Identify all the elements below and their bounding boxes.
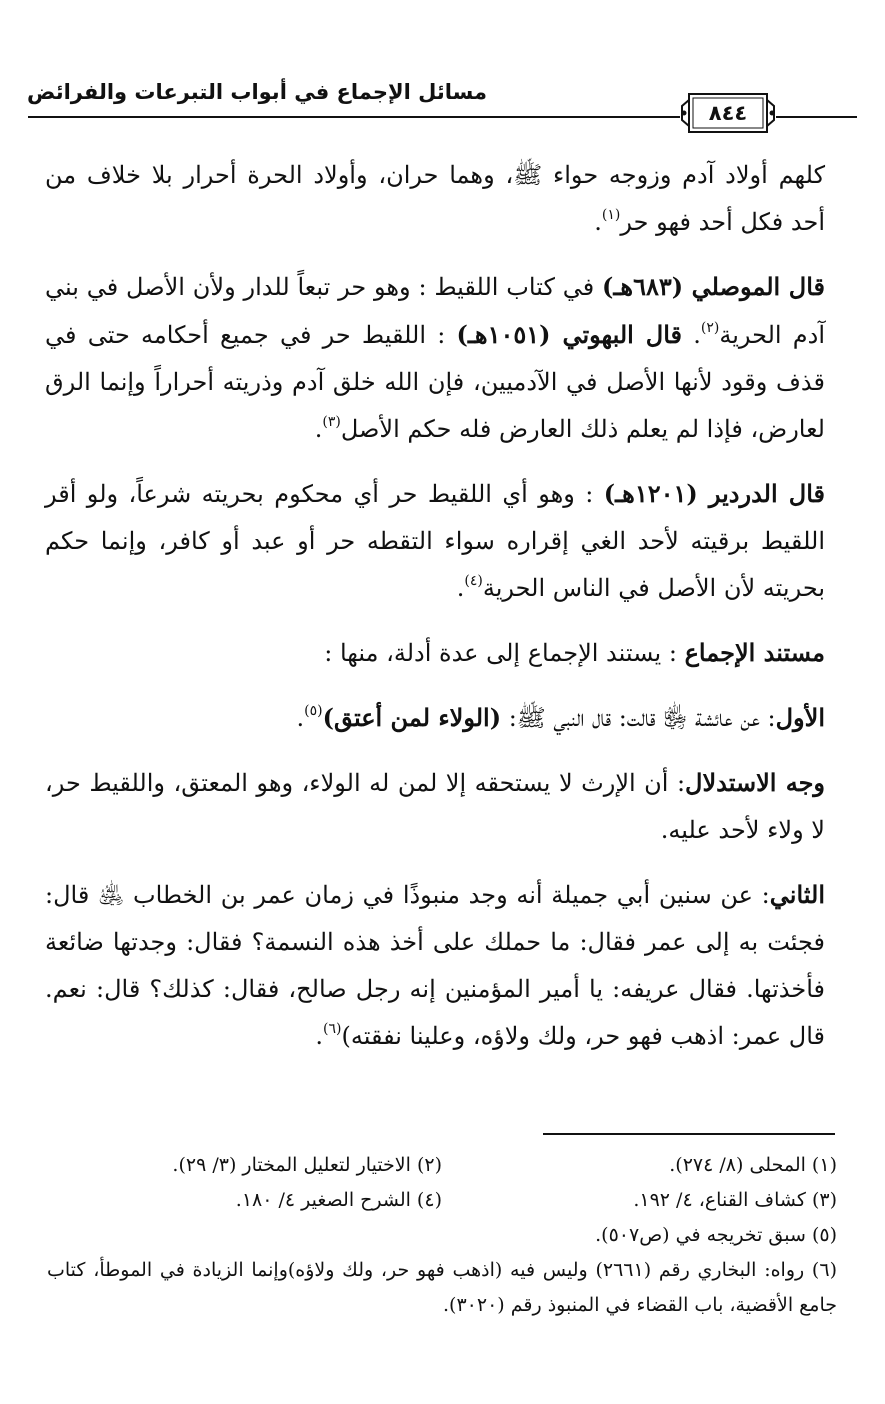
footnote-4: (٤) الشرح الصغير ٤/ ١٨٠. <box>235 1189 442 1211</box>
evidence-heading: مستند الإجماع <box>684 638 825 667</box>
inference-label: وجه الاستدلال <box>685 768 825 797</box>
footnote-ref-6[interactable]: (٦) <box>323 1021 342 1037</box>
first-evidence-label: الأول <box>775 703 825 732</box>
footnote-ref-2[interactable]: (٢) <box>700 320 720 336</box>
page-number: ٨٤٤ <box>708 101 748 125</box>
paragraph-2-text-b: : اللقيط حر في جميع أحكامه حتى في قذف وقود لأنها الأصل في الآدميين، فإن الله خلق آدم وذريته أحراراً وإنما الرق لعارض، فإذا لم يعلم ذلك العارض فله حكم الأصل <box>45 321 825 443</box>
paragraph-7 <box>45 871 825 1060</box>
footnote-5: (٥) سبق تخريجه في (ص٥٠٧). <box>595 1224 837 1246</box>
hadith-quote: (الولاء لمن أعتق) <box>322 703 502 732</box>
footnote-1: (١) المحلى (٨/ ٢٧٤). <box>669 1154 837 1176</box>
speaker-mawsili: قال الموصلي (٦٨٣هـ) <box>602 272 826 301</box>
paragraph-3 <box>45 470 825 612</box>
paragraph-7-end: . <box>315 1022 324 1050</box>
footnote-row <box>47 1148 837 1183</box>
paragraph-2-end: . <box>314 415 323 443</box>
footnote-ref-4[interactable]: (٤) <box>464 573 483 589</box>
running-header-title: مسائل الإجماع في أبواب التبرعات والفرائض <box>27 80 487 104</box>
footnote-ref-1[interactable]: (١) <box>601 207 621 223</box>
speaker-dardir: قال الدردير (١٢٠١هـ) <box>603 479 825 508</box>
footnote-3: (٣) كشاف القناع، ٤/ ١٩٢. <box>633 1189 837 1211</box>
paragraph-2-text-a: في كتاب اللقيط : وهو حر تبعاً للدار ولأن الأصل في بني آدم الحرية <box>45 273 826 349</box>
speaker-buhuti: قال البهوتي (١٠٥١هـ) <box>456 320 682 349</box>
page-number-frame <box>680 90 776 136</box>
footnote-6: (٦) رواه: البخاري رقم (٢٦٦١) وليس فيه (اذهب فهو حر، ولك ولاؤه)وإنما الزيادة في الموطأ، كتاب جامع الأقضية، باب القضاء في المنبوذ رقم (٣٠٢٠). <box>47 1259 837 1316</box>
footnote-row <box>47 1183 837 1218</box>
footnote-ref-5[interactable]: (٥) <box>304 703 323 719</box>
footnote-rule <box>543 1133 835 1135</box>
paragraph-2: قال الموصلي (٦٨٣هـ) في كتاب اللقيط : وهو حر تبعاً للدار ولأن الأصل في بني آدم الحرية$^{(٢)}$. قال البهوتي (١٠٥١هـ) : اللقيط حر في جميع أحكامه حتى في قذف وقود لأنها الأصل في الآدميين، فإن الله خلق آدم وذريته أحراراً وإنما الرق لعارض، فإذا لم يعلم ذلك العارض فله حكم الأصل$^{(٣)}$. <box>45 272 826 443</box>
paragraph-4-text: : يستند الإجماع إلى عدة أدلة، منها : <box>324 639 677 667</box>
paragraph-5-end: . <box>296 704 305 732</box>
paragraph-5-text: : عن عائشة ﵂ قالت: قال النبي ﷺ: <box>501 704 776 732</box>
paragraph-1-text: كلهم أولاد آدم وزوجه حواء ﷺ، وهما حران، وأولاد الحرة أحرار بلا خلاف من أحد فكل أحد فهو حر <box>45 161 825 236</box>
paragraph-4 <box>45 629 825 677</box>
footnotes <box>47 1148 837 1323</box>
footnote-ref-3[interactable]: (٣) <box>322 414 341 430</box>
paragraph-1 <box>45 152 825 246</box>
paragraph-6-text: : أن الإرث لا يستحقه إلا لمن له الولاء، وهو المعتق، واللقيط حر، لا ولاء لأحد عليه. <box>45 769 825 844</box>
second-evidence-label: الثاني <box>769 880 825 909</box>
paragraph-7-text: : عن سنين أبي جميلة أنه وجد منبوذًا في زمان عمر بن الخطاب ﵁ قال: فجئت به إلى عمر فقال: ما حملك على أخذ هذه النسمة؟ فقال: وجدتها ضائعة فأخذتها. فقال عريفه: يا أمير المؤمنين إنه رجل صالح، فقال: كذلك؟ قال: نعم. قال عمر: اذهب فهو حر، ولك ولاؤه، وعلينا نفقته) <box>45 881 825 1050</box>
paragraph-3-end: . <box>456 574 465 602</box>
paragraph-6 <box>45 759 825 854</box>
footnote-2: (٢) الاختيار لتعليل المختار (٣/ ٢٩). <box>172 1154 442 1176</box>
paragraph-1-end: . <box>594 208 602 236</box>
main-text <box>45 152 825 1077</box>
paragraph-5 <box>45 694 825 742</box>
paragraph-3-text: : وهو أي اللقيط حر أي محكوم بحريته شرعاً، ولو أقر اللقيط برقيته لأحد الغي إقراره سواء التقطه حر أو عبد أو كافر، وإنما حكم بحريته لأن الأصل في الناس الحرية <box>45 480 825 602</box>
